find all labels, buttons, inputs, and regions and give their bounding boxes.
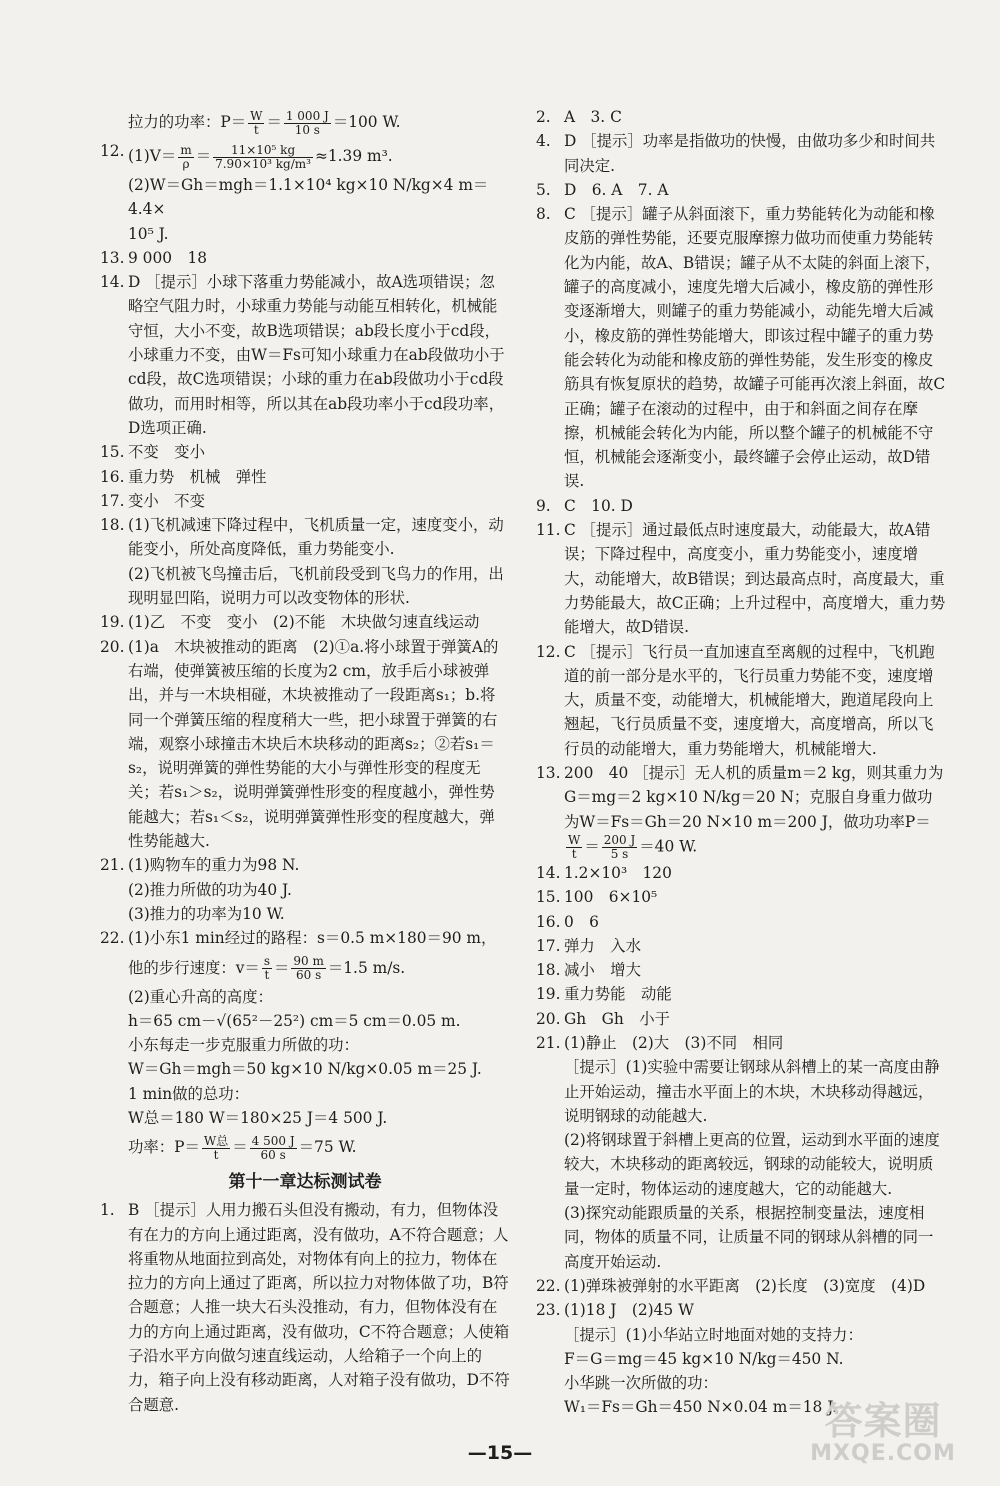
text: ＝100 W. xyxy=(332,113,401,131)
test-item-15: 15. 100 6×10⁵ xyxy=(536,888,658,907)
answer-item-14: 14. D ［提示］小球下落重力势能减小，故A选项错误；忽略空气阻力时，小球重力势能与动能互相转化，机械能守恒，大小不变，故B选项错误；ab段长度小于cd段，小球重力不变，由W＝Fs可知小球重力在ab段做功小于cd段，故C选项错误；小球的重力在ab段做功小于cd段做功，而用时相等，所以其在ab段功率小于cd段功率，D选项正确. xyxy=(100,273,505,437)
test-item-1: 1. B ［提示］人用力搬石头但没有搬动，有力，但物体没有在力的方向上通过距离，没有做功，A不符合题意；人将重物从地面拉到高处，对物体有向上的拉力，物体在拉力的方向上通过了距离，所以拉力对物体做了功，B符合题意；人推一块大石头没推动，有力，但物体没有在力的方向上通过距离，没有做功，C不符合题意；人使箱子沿水平方向做匀速直线运动，人给箱子一个向上的力，箱子向上没有移动距离，人对箱子没有做功，D不符合题意. xyxy=(100,1201,510,1414)
watermark-logo xyxy=(808,1400,958,1468)
answer-item-16: 16. 重力势 机械 弹性 xyxy=(100,467,267,486)
answer-item-20: 20. (1)a 木块被推动的距离 (2)①a.将小球置于弹簧A的右端，使弹簧被压缩的长度为2 cm，放手后小球被弹出，并与一木块相碰，木块被推动了一段距离s₁；b.将同一个弹簧压缩的程度稍大一些，把小球置于弹簧的右端，观察小球撞击木块后木块移动的距离s₂；②若s₁＝s₂，说明弹簧的弹性势能的大小与弹性形变的程度无关；若s₁＞s₂，说明弹簧弹性形变的程度越小，弹性势能越大；若s₁＜s₂，说明弹簧弹性形变的程度越大，弹性势能越大. xyxy=(100,637,499,851)
answer-item-13: 13. 9 000 18 xyxy=(100,248,208,267)
text: 拉力的功率：P＝ xyxy=(128,113,247,131)
test-item-23: 23. (1)18 J (2)45 W ［提示］(1)小华站立时地面对她的支持力： F＝G＝mg＝45 kg×10 N/kg＝450 N. 小华跳一次所做的功： W₁＝Fs＝Gh＝450 N×0.04 m＝18 J. xyxy=(536,1301,863,1417)
watermark-top: 答案圈 xyxy=(824,1399,942,1443)
text: 10⁵ J. xyxy=(128,224,169,243)
test-item-22: 22. (1)弹珠被弹射的水平距离 (2)长度 (3)宽度 (4)D xyxy=(536,1276,926,1295)
test-item-16: 16. 0 6 xyxy=(536,912,599,931)
item-number: 12. xyxy=(100,142,125,160)
text: (2)W＝Gh＝mgh＝1.1×10⁴ kg×10 N/kg×4 m＝4.4× xyxy=(128,176,489,219)
page-number: —15— xyxy=(467,1442,533,1464)
test-item-18: 18. 减小 增大 xyxy=(536,961,641,980)
answer-item-18: 18. (1)飞机减速下降过程中，飞机质量一定，速度变小，动能变小，所处高度降低，重力势能变小. (2)飞机被飞鸟撞击后，飞机前段受到飞鸟力的作用，出现明显凹陷，说明力可以改变物体的形状. xyxy=(100,516,504,608)
test-item-9: 9. C 10. D xyxy=(536,496,633,515)
answer-item-17: 17. 变小 不变 xyxy=(100,491,205,510)
power-line: 拉力的功率：P＝ $\frac{W}{t}$ ＝ $\frac{1 000 J}{10 s}$ ＝100 W. xyxy=(128,108,401,137)
test-item-19: 19. 重力势能 动能 xyxy=(536,985,672,1004)
test-item-21: 21. (1)静止 (2)大 (3)不同 相同 ［提示］(1)实验中需要让钢球从斜槽上的某一高度由静止开始运动，撞击水平面上的木块，木块移动得越远，说明钢球的动能越大. (2)将钢球置于斜槽上更高的位置，运动到水平面的速度较大，木块移动的距离较远，钢球的动能较大，说明质量一定时，物体运动的速度越大，它的动能越大. (3)探究动能跟质量的关系，根据控制变量法，速度相同，物体的质量不同，让质量不同的钢球从斜槽的同一高度开始运动. xyxy=(536,1033,940,1271)
test-item-12: 12. C ［提示］飞行员一直加速直至离舰的过程中，飞机跑道的前一部分是水平的，飞行员重力势能不变，速度增大，质量不变，动能增大，机械能增大，跑道尾段向上翘起，飞行员质量不变，速度增大，高度增高，所以飞行员的动能增大，重力势能增大，机械能增大. xyxy=(536,642,935,758)
answer-item-19: 19. (1)乙 不变 变小 (2)不能 木块做匀速直线运动 xyxy=(100,613,480,632)
test-item-4: 4. D ［提示］功率是指做功的快慢，由做功多少和时间共同决定. xyxy=(536,132,936,175)
watermark-bottom: MXQE.COM xyxy=(810,1441,956,1466)
left-column xyxy=(100,105,510,1417)
fraction: $\frac{1 000 J}{10 s}$ xyxy=(285,108,329,137)
right-column xyxy=(536,105,946,1420)
answer-item-21: 21. (1)购物车的重力为98 N. (2)推力所做的功为40 J. (3)推力的功率为10 W. xyxy=(100,856,300,923)
chapter-heading: 第十一章达标测试卷 xyxy=(228,1172,382,1193)
test-item-2: 2. A 3. C xyxy=(536,108,622,126)
test-item-20: 20. Gh Gh 小于 xyxy=(536,1009,670,1028)
test-item-14: 14. 1.2×10³ 120 xyxy=(536,863,672,882)
answer-item-15: 15. 不变 变小 xyxy=(100,443,205,462)
fraction: $\frac{W}{t}$ xyxy=(250,108,263,137)
test-item-13: 13. 200 40 ［提示］无人机的质量m＝2 kg，则其重力为G＝mg＝2 kg×10 N/kg＝20 N；克服自身重力做功为W＝Fs＝Gh＝20 N×10 m＝200 J，做功功率P＝ $\frac{W}{t}$ ＝ $\frac{200 J}{5 s}$ ＝40 W. xyxy=(536,764,944,861)
answer-item-22: 22. (1)小东1 min经过的路程：s＝0.5 m×180＝90 m， 他的步行速度：v＝ $\frac{s}{t}$ ＝ $\frac{90 m}{60 s}$ ＝1.5 m/s. (2)重心升高的高度： h＝65 cm－√(65²－25²) cm＝5 cm＝0.05 m. 小东每走一步克服重力所做的功： W＝Gh＝mgh＝50 kg×10 N/kg×0.05 m＝25 J. 1 min做的总功： W总＝180 W＝180×25 J＝4 500 J. 功率：P＝ $\frac{\text{W总}}{t}$ ＝ $\frac{4 500 J}{60 s}$ ＝75 W. xyxy=(100,929,497,1162)
answer-item-12: 12. (1)V＝ $\frac{m}{\rho}$ ＝ $\frac{\text{11×10⁵ kg}}{\text{7.90×10³ kg/m³}}$ ≈1.39 m³. (2)W＝Gh＝mgh＝1.1×10⁴ kg×10 N/kg×4 m＝4.4× 10⁵ J. xyxy=(100,139,510,246)
test-item-11: 11. C ［提示］通过最低点时速度最大，动能最大，故A错误；下降过程中，高度变小，重力势能变小，速度增大，动能增大，故B错误；到达最高点时，高度最大，重力势能最大，故C正确；上升过程中，高度增大，重力势能增大，故D错误. xyxy=(536,521,946,637)
test-item-8: 8. C ［提示］罐子从斜面滚下，重力势能转化为动能和橡皮筋的弹性势能，还要克服摩擦力做功而使重力势能转化为内能，故A、B错误；罐子从不太陡的斜面上滚下，罐子的高度减小，速度先增大后减小，橡皮筋的弹性形变逐渐增大，则罐子的重力势能减小，动能先增大后减小，橡皮筋的弹性势能增大，即该过程中罐子的重力势能会转化为动能和橡皮筋的弹性势能，发生形变的橡皮筋具有恢复原状的趋势，故罐子可能再次滚上斜面，故C正确；罐子在滚动的过程中，由于和斜面之间存在摩擦，机械能会转化为内能，所以整个罐子的机械能不守恒，机械能会逐渐变小，最终罐子会停止运动，故D错误. xyxy=(536,205,946,491)
test-item-5: 5. D 6. A 7. A xyxy=(536,180,669,199)
test-item-17: 17. 弹力 入水 xyxy=(536,936,641,955)
